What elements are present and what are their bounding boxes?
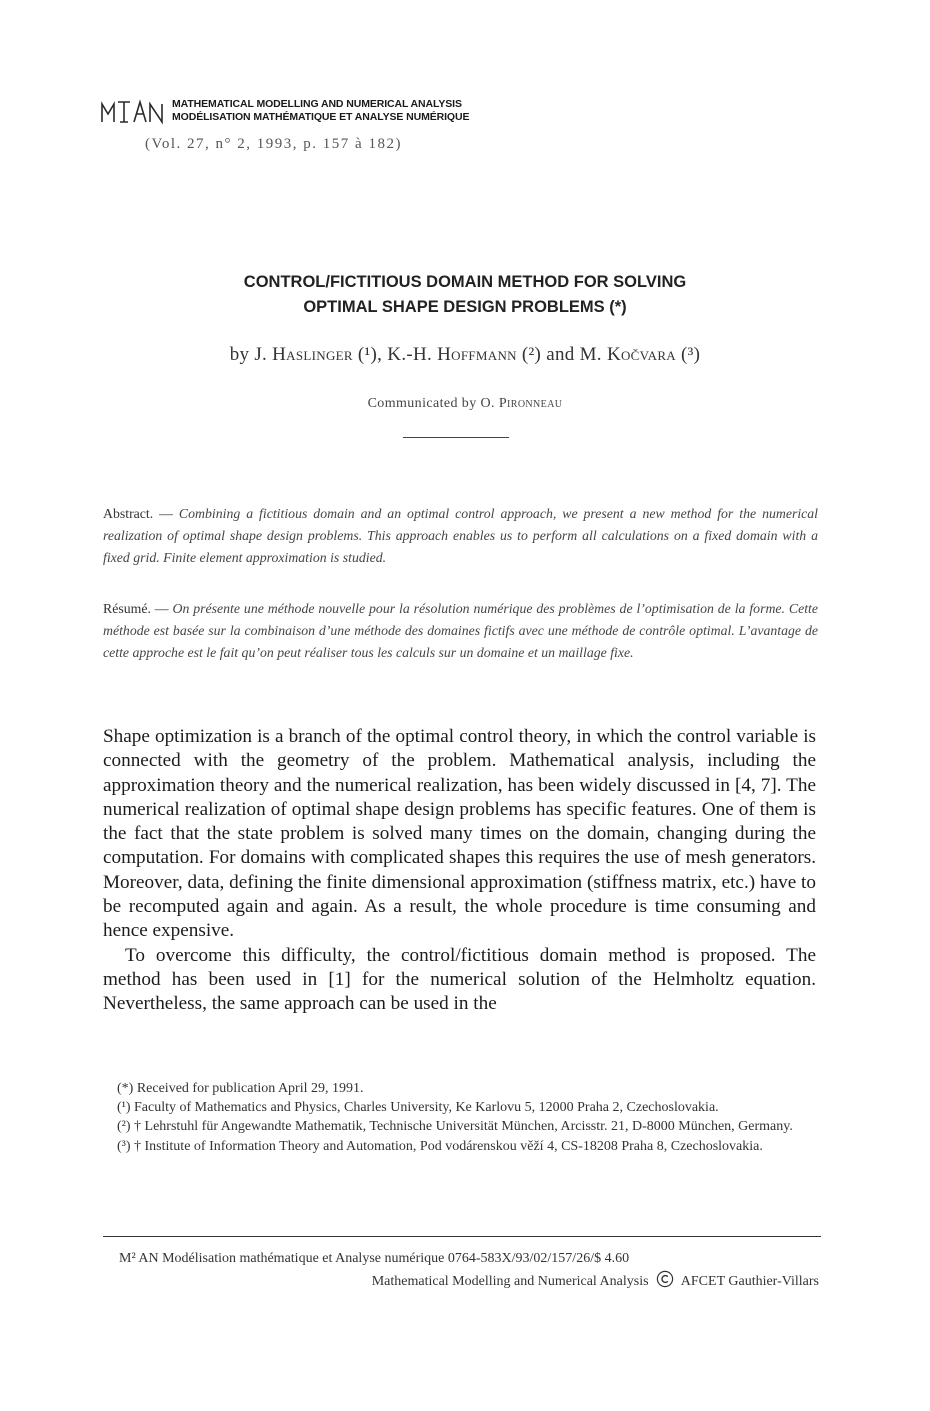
footnote-1: (¹) Faculty of Mathematics and Physics, Charles University, Ke Karlovu 5, 12000 Praha 2, Czechoslovakia.: [117, 1100, 719, 1116]
footer-journal-name: Mathematical Modelling and Numerical Analysis: [371, 1274, 649, 1289]
and-label: and M.: [546, 344, 602, 365]
body-paragraph-1: Shape optimization is a branch of the optimal control theory, in which the control variable is connected with the geometry of the problem. Mathematical analysis, including the approximation theory and the numerical realization, has been widely discussed in [4, 7]. The numerical realization of optimal shape design problems has specific features. One of them is the fact that the state problem is solved many times on the domain, changing during the computation. For domains with complicated shapes this requires the use of mesh generators. Moreover, data, defining the finite dimensional approximation (stiffness matrix, etc.) have to be recomputed again and again. As a result, the whole procedure is time consuming and hence expensive.: [103, 726, 816, 942]
volume-info: (Vol. 27, n° 2, 1993, p. 157 à 182): [145, 136, 402, 152]
journal-logo-icon: [100, 96, 166, 126]
footer-publisher-line: [103, 1270, 819, 1293]
footer-publisher: AFCET Gauthier-Villars: [680, 1274, 819, 1289]
by-label: by J.: [229, 344, 268, 365]
journal-header: [100, 96, 660, 130]
title-line-1: CONTROL/FICTITIOUS DOMAIN METHOD FOR SOLVING: [243, 273, 687, 291]
copyright-icon: [656, 1270, 674, 1288]
footnote-2: (²) † Lehrstuhl für Angewandte Mathematik, Technische Universität München, Arcisstr. 21, D-8000 München, Germany.: [117, 1119, 793, 1135]
resume-text: On présente une méthode nouvelle pour la résolution numérique des problèmes de l’optimisation de la forme. Cette méthode est basée sur la combinaison d’une méthode des domaines fictifs avec une méthode de contrôle optimal. L’avantage de cette approche est le fait qu’on peut réaliser tous les calculs sur un domaine et un maillage fixe.: [103, 601, 818, 660]
journal-titles: [172, 98, 469, 124]
journal-title-en: MATHEMATICAL MODELLING AND NUMERICAL ANALYSIS: [172, 98, 462, 110]
journal-title-fr: MODÉLISATION MATHÉMATIQUE ET ANALYSE NUMÉRIQUE: [172, 111, 470, 123]
resume: [103, 598, 818, 664]
resume-label: Résumé. —: [103, 601, 169, 616]
author-2-initials: K.-H.: [387, 344, 433, 365]
footnote-3: (³) † Institute of Information Theory and Automation, Pod vodárenskou věží 4, CS-18208 Praha 8, Czechoslovakia.: [117, 1138, 763, 1154]
footnote-received: (*) Received for publication April 29, 1991.: [117, 1081, 364, 1096]
abstract: [103, 503, 818, 569]
abstract-text: Combining a fictitious domain and an optimal control approach, we present a new method for the numerical realization of optimal shape design problems. This approach enables us to perform all calculations on a fixed domain with a fixed grid. Finite element approximation is studied.: [103, 506, 819, 565]
communicated-prefix: Communicated by O.: [367, 396, 495, 411]
author-1-affiliation-mark: (¹),: [357, 344, 383, 365]
footer-journal-info: M² AN Modélisation mathématique et Analyse numérique 0764-583X/93/02/157/26/$ 4.60: [119, 1251, 630, 1266]
author-line: [0, 344, 930, 366]
author-2-affiliation-mark: (²): [521, 344, 542, 365]
footer-divider: [103, 1236, 821, 1237]
author-hoffmann: Hoffmann: [437, 344, 517, 365]
communicated-name: Pironneau: [498, 396, 563, 411]
article-title: [0, 270, 930, 320]
author-3-affiliation-mark: (³): [681, 344, 701, 365]
communicated-by: [0, 396, 930, 412]
page-footer: [103, 1248, 819, 1293]
abstract-label: Abstract. —: [103, 506, 173, 521]
author-haslinger: Haslinger: [272, 344, 353, 365]
body-paragraph-2: To overcome this difficulty, the control/fictitious domain method is proposed. The method has been used in [1] for the numerical solution of the Helmholtz equation. Nevertheless, the same approach can be used in the: [103, 944, 816, 1015]
body-text: [103, 725, 816, 1017]
title-divider: [403, 437, 509, 438]
footnotes: [103, 1079, 816, 1156]
title-line-2: OPTIMAL SHAPE DESIGN PROBLEMS (*): [303, 298, 627, 316]
author-kocvara: Kočvara: [606, 344, 676, 365]
